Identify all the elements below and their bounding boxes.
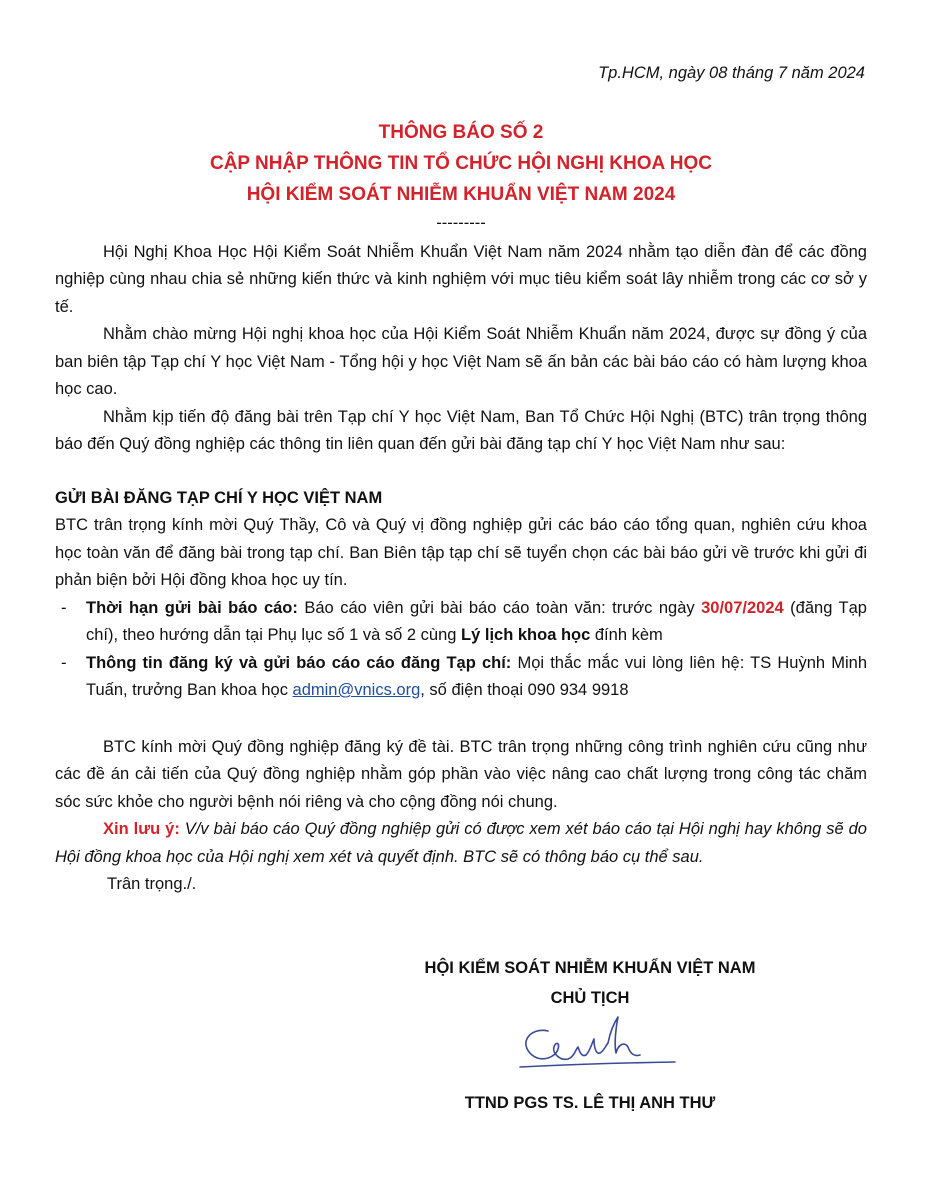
list-item-contact [55,650,867,705]
cv-label: Lý lịch khoa học [461,626,591,644]
deadline-date: 30/07/2024 [701,598,784,617]
signature-block [360,953,820,1083]
signer-name: TTND PGS TS. LÊ THỊ ANH THƯ [464,1094,716,1112]
contact-label: Thông tin đăng ký và gửi báo cáo cáo đăng Tạp chí: [86,653,512,672]
list-item-deadline [55,595,867,650]
handwritten-signature [490,1013,690,1083]
note-label: Xin lưu ý: [103,820,180,838]
signature-position: CHỦ TỊCH [550,989,630,1007]
intro-paragraph-3: Nhằm kịp tiến độ đăng bài trên Tạp chí Y học Việt Nam, Ban Tổ Chức Hội Nghị (BTC) trân trọng thông báo đến Quý đồng nghiệp các thông tin liên quan đến gửi bài đăng tạp chí Y học Việt Nam như sau: [55,407,867,453]
deadline-text: Báo cáo viên gửi bài báo cáo toàn văn: trước ngày [297,598,702,617]
bullet-dash: - [61,598,67,617]
date-line: Tp.HCM, ngày 08 tháng 7 năm 2024 [598,64,865,82]
document-title [55,117,867,210]
deadline-text-mid: (đăng Tạp chí), theo hướng dẫn tại Phụ lục số 1 và số 2 cùng [86,598,867,644]
info-list [55,595,867,705]
signature-organization: HỘI KIỂM SOÁT NHIỄM KHUẨN VIỆT NAM [424,959,756,977]
email-link[interactable]: admin@vnics.org [292,681,421,699]
section-heading: GỬI BÀI ĐĂNG TẠP CHÍ Y HỌC VIỆT NAM [55,488,383,507]
bullet-dash: - [61,653,67,672]
title-line-3: HỘI KIỂM SOÁT NHIỄM KHUẨN VIỆT NAM 2024 [246,183,676,205]
section-body: BTC trân trọng kính mời Quý Thầy, Cô và Quý vị đồng nghiệp gửi các báo cáo tổng quan, nghiên cứu khoa học toàn văn để đăng bài trong tạp chí. Ban Biên tập tạp chí sẽ tuyển chọn các bài báo gửi về trước khi gửi đi phản biện bởi Hội đồng khoa học uy tín. [55,516,867,589]
title-line-2: CẬP NHẬP THÔNG TIN TỔ CHỨC HỘI NGHỊ KHOA HỌC [209,152,713,174]
contact-phone: , số điện thoại 090 934 9918 [420,681,629,699]
title-line-1: THÔNG BÁO SỐ 2 [378,121,544,143]
intro-paragraph-2: Nhằm chào mừng Hội nghị khoa học của Hội Kiểm Soát Nhiễm Khuẩn năm 2024, được sự đồng ý của ban biên tập Tạp chí Y học Việt Nam - Tổng hội y học Việt Nam sẽ ấn bản các bài báo cáo có hàm lượng khoa học cao. [55,325,867,398]
note-text: V/v bài báo cáo Quý đồng nghiệp gửi có được xem xét báo cáo tại Hội nghị hay không sẽ do Hội đồng khoa học của Hội nghị xem xét và quyết định. BTC sẽ có thông báo cụ thể sau. [55,820,867,866]
deadline-label: Thời hạn gửi bài báo cáo: [86,598,298,617]
title-separator: --------- [436,213,486,232]
intro-paragraph-1: Hội Nghị Khoa Học Hội Kiểm Soát Nhiễm Khuẩn Việt Nam năm 2024 nhằm tạo diễn đàn để các đồng nghiệp cùng nhau chia sẻ những kiến thức và kinh nghiệm với mục tiêu kiểm soát lây nhiễm trong các cơ sở y tế. [55,242,867,316]
deadline-text-end: đính kèm [590,626,663,644]
note-paragraph [55,816,867,871]
contact-text: Mọi thắc mắc vui lòng liên hệ: TS Huỳnh Minh Tuấn, trưởng Ban khoa học [86,653,867,699]
regards-text: Trân trọng./. [107,875,197,893]
closing-paragraph: BTC kính mời Quý đồng nghiệp đăng ký đề tài. BTC trân trọng những công trình nghiên cứu cũng như các đề án cải tiến của Quý đồng nghiệp nhằm góp phần vào việc nâng cao chất lượng trong công tác chăm sóc sức khỏe cho người bệnh nói riêng và cho cộng đồng nói chung. [55,737,867,811]
